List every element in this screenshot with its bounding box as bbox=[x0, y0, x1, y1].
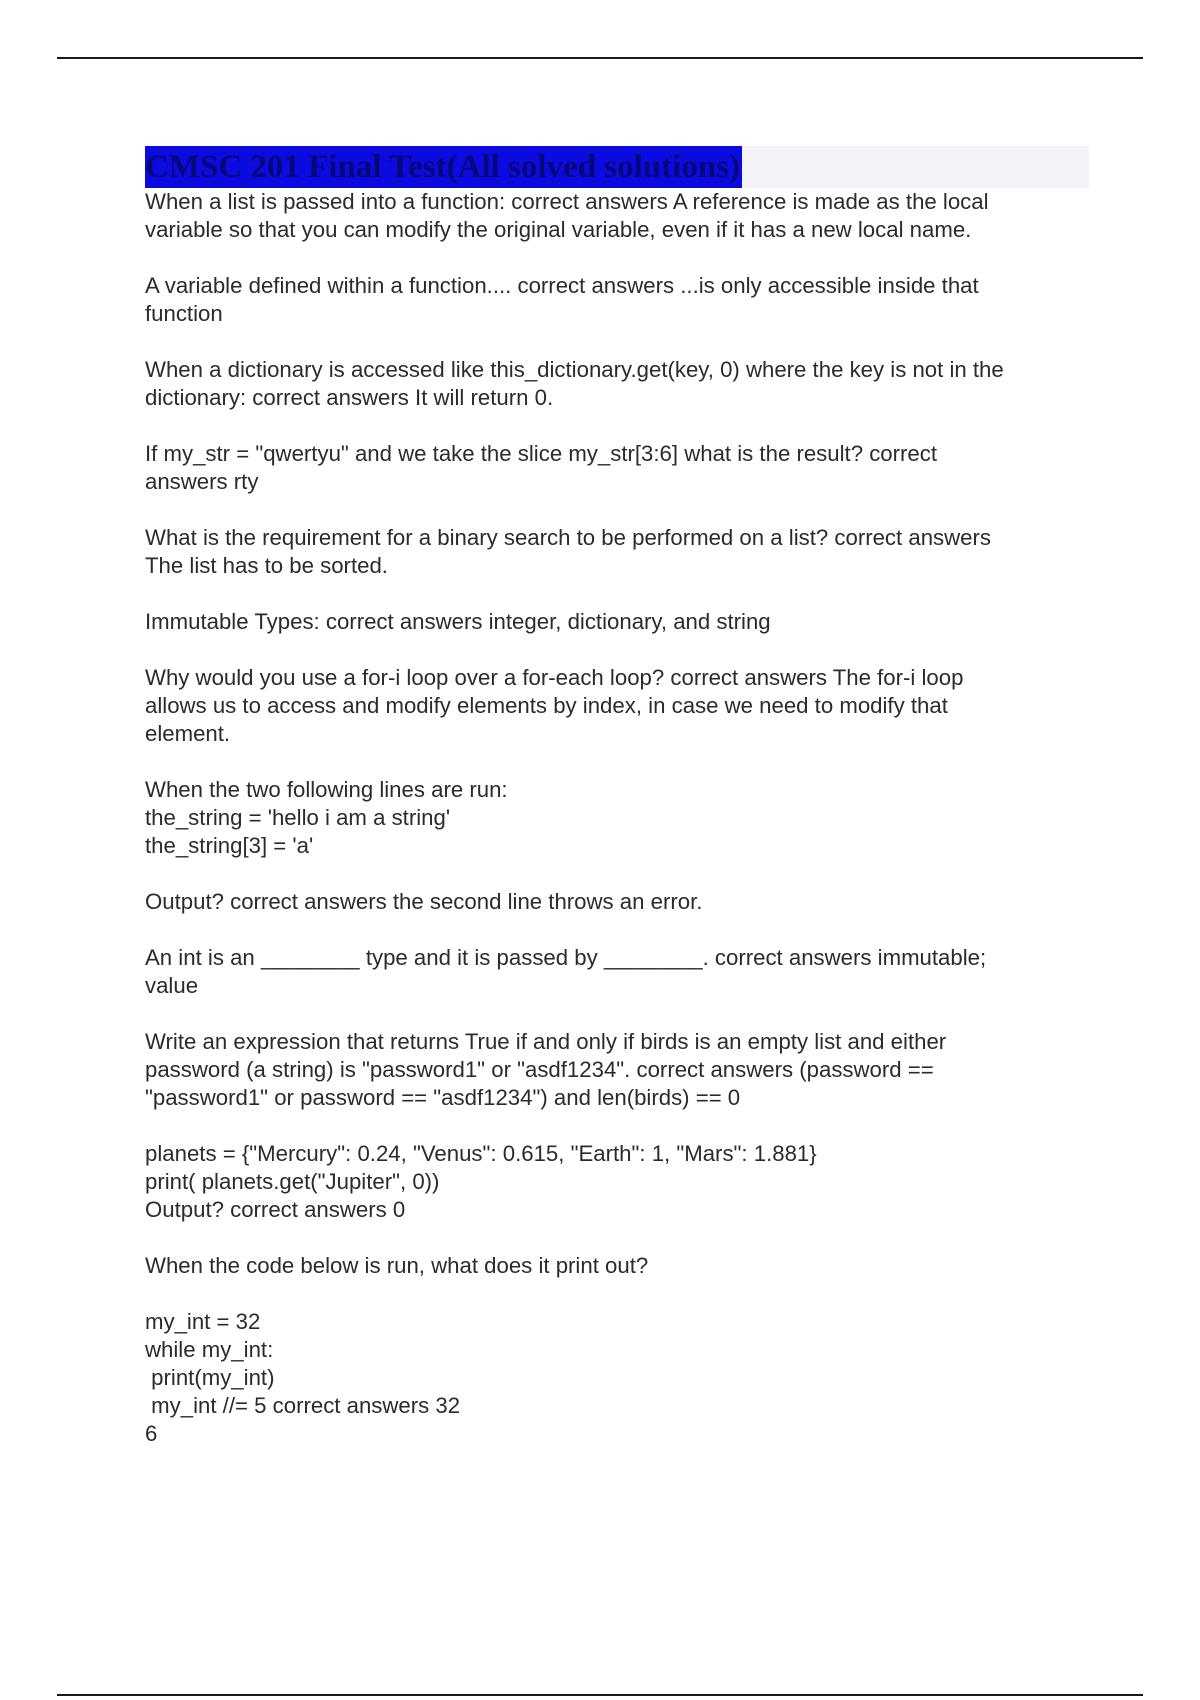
qa-item-10: An int is an ________ type and it is passed by ________. correct answers immutable; value bbox=[145, 945, 987, 998]
qa-item-8: When the two following lines are run: the_string = 'hello i am a string' the_string[3] = 'a' bbox=[145, 777, 508, 858]
document-title: CMSC 201 Final Test(All solved solutions) bbox=[145, 146, 742, 188]
qa-item-2: A variable defined within a function.... correct answers ...is only accessible inside that function bbox=[145, 273, 979, 326]
qa-item-3: When a dictionary is accessed like this_dictionary.get(key, 0) where the key is not in the dictionary: correct answers It will return 0. bbox=[145, 357, 1004, 410]
qa-item-1: When a list is passed into a function: correct answers A reference is made as the local variable so that you can modify the original variable, even if it has a new local name. bbox=[145, 189, 989, 242]
qa-item-5: What is the requirement for a binary search to be performed on a list? correct answers The list has to be sorted. bbox=[145, 525, 991, 578]
document-body bbox=[145, 146, 1089, 1476]
qa-item-13: When the code below is run, what does it print out? bbox=[145, 1253, 649, 1278]
qa-item-12: planets = {"Mercury": 0.24, "Venus": 0.615, "Earth": 1, "Mars": 1.881} print( planets.get("Jupiter", 0)) Output? correct answers 0 bbox=[145, 1141, 817, 1222]
qa-item-7: Why would you use a for-i loop over a for-each loop? correct answers The for-i loop allows us to access and modify elements by index, in case we need to modify that element. bbox=[145, 665, 964, 746]
title-bar bbox=[145, 146, 1089, 188]
footer-rule bbox=[57, 1694, 1143, 1696]
qa-item-9: Output? correct answers the second line throws an error. bbox=[145, 889, 703, 914]
header-rule bbox=[57, 57, 1143, 59]
qa-item-11: Write an expression that returns True if and only if birds is an empty list and either password (a string) is "password1" or "asdf1234". correct answers (password == "password1" or password == "asdf1234") and len(birds) == 0 bbox=[145, 1029, 947, 1110]
qa-item-4: If my_str = "qwertyu" and we take the slice my_str[3:6] what is the result? correct answers rty bbox=[145, 441, 938, 494]
qa-item-14: my_int = 32 while my_int: print(my_int) my_int //= 5 correct answers 32 6 bbox=[145, 1309, 461, 1446]
qa-item-6: Immutable Types: correct answers integer, dictionary, and string bbox=[145, 609, 771, 634]
